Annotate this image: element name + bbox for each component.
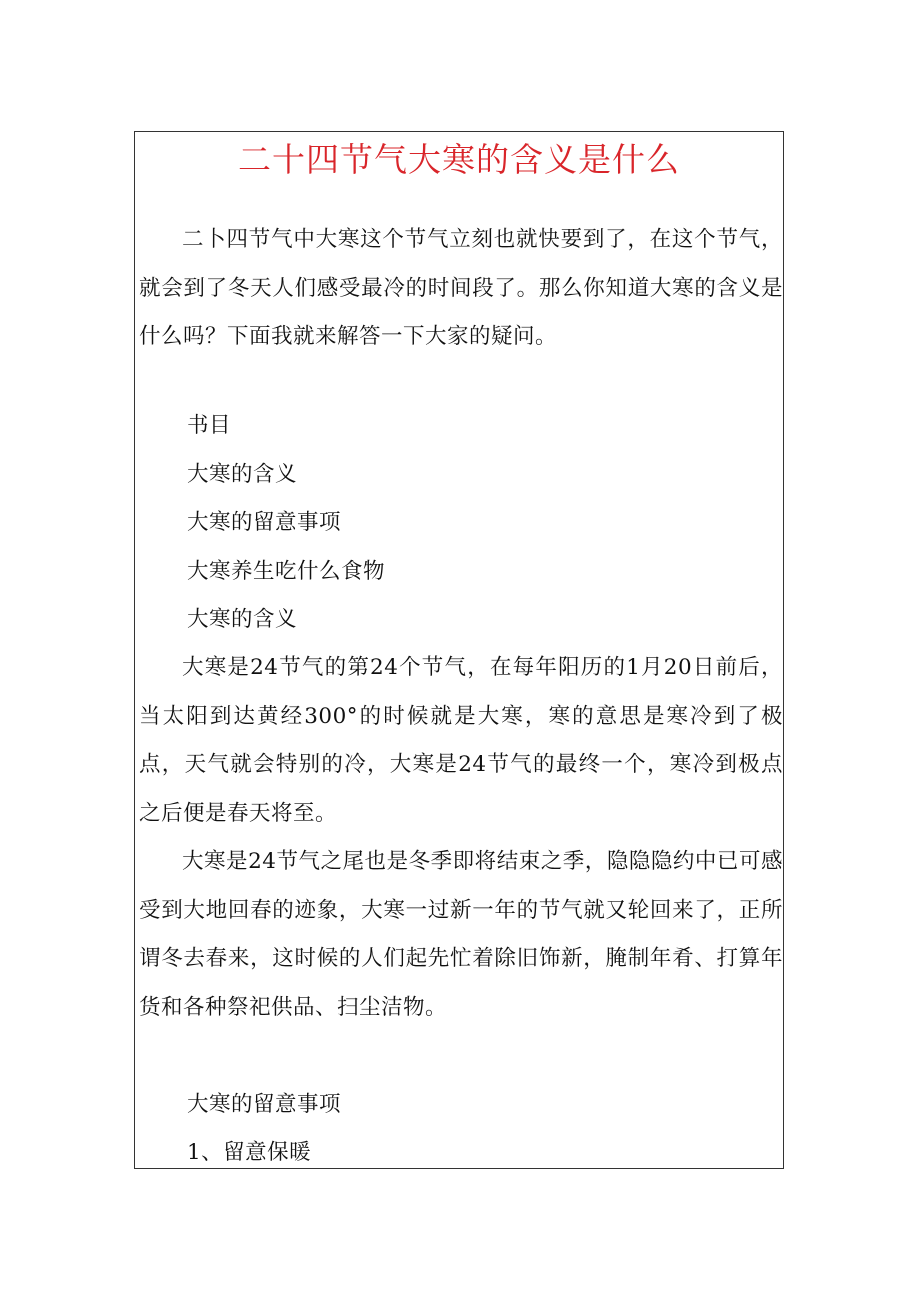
- document-title: 二十四节气大寒的含义是什么: [238, 140, 680, 179]
- toc-item: 大寒的留意事项: [187, 510, 342, 535]
- toc-item: 大寒的含义: [187, 462, 298, 487]
- meaning-paragraph-1: 大寒是24节气的第24个节气，在每年阳历的1月20日前后，当太阳到达黄经300°的时候就是大寒，寒的意思是寒冷到了极点，天气就会特别的冷，大寒是24节气的最终一个，寒冷到极点之后便是春天将至。: [139, 655, 783, 826]
- meaning-paragraph-2: 大寒是24节气之尾也是冬季即将结束之季，隐隐隐约中已可感受到大地回春的迹象，大寒一过新一年的节气就又轮回来了，正所谓冬去春来，这时候的人们起先忙着除旧饰新，腌制年肴、打算年货和各种祭祀供品、扫尘洁物。: [139, 849, 783, 1020]
- document-frame: [134, 131, 784, 1169]
- toc-item: 大寒养生吃什么食物: [187, 559, 386, 584]
- section-heading-meaning: 大寒的含义: [187, 607, 298, 632]
- precaution-item: 1、留意保暖: [187, 1140, 312, 1165]
- intro-paragraph: 二卜四节气中大寒这个节气立刻也就快要到了，在这个节气，就会到了冬天人们感受最冷的时间段了。那么你知道大寒的含义是什么吗？下面我就来解答一下大家的疑问。: [139, 227, 783, 349]
- toc-heading: 书目: [187, 413, 232, 438]
- section-heading-precautions: 大寒的留意事项: [187, 1092, 342, 1117]
